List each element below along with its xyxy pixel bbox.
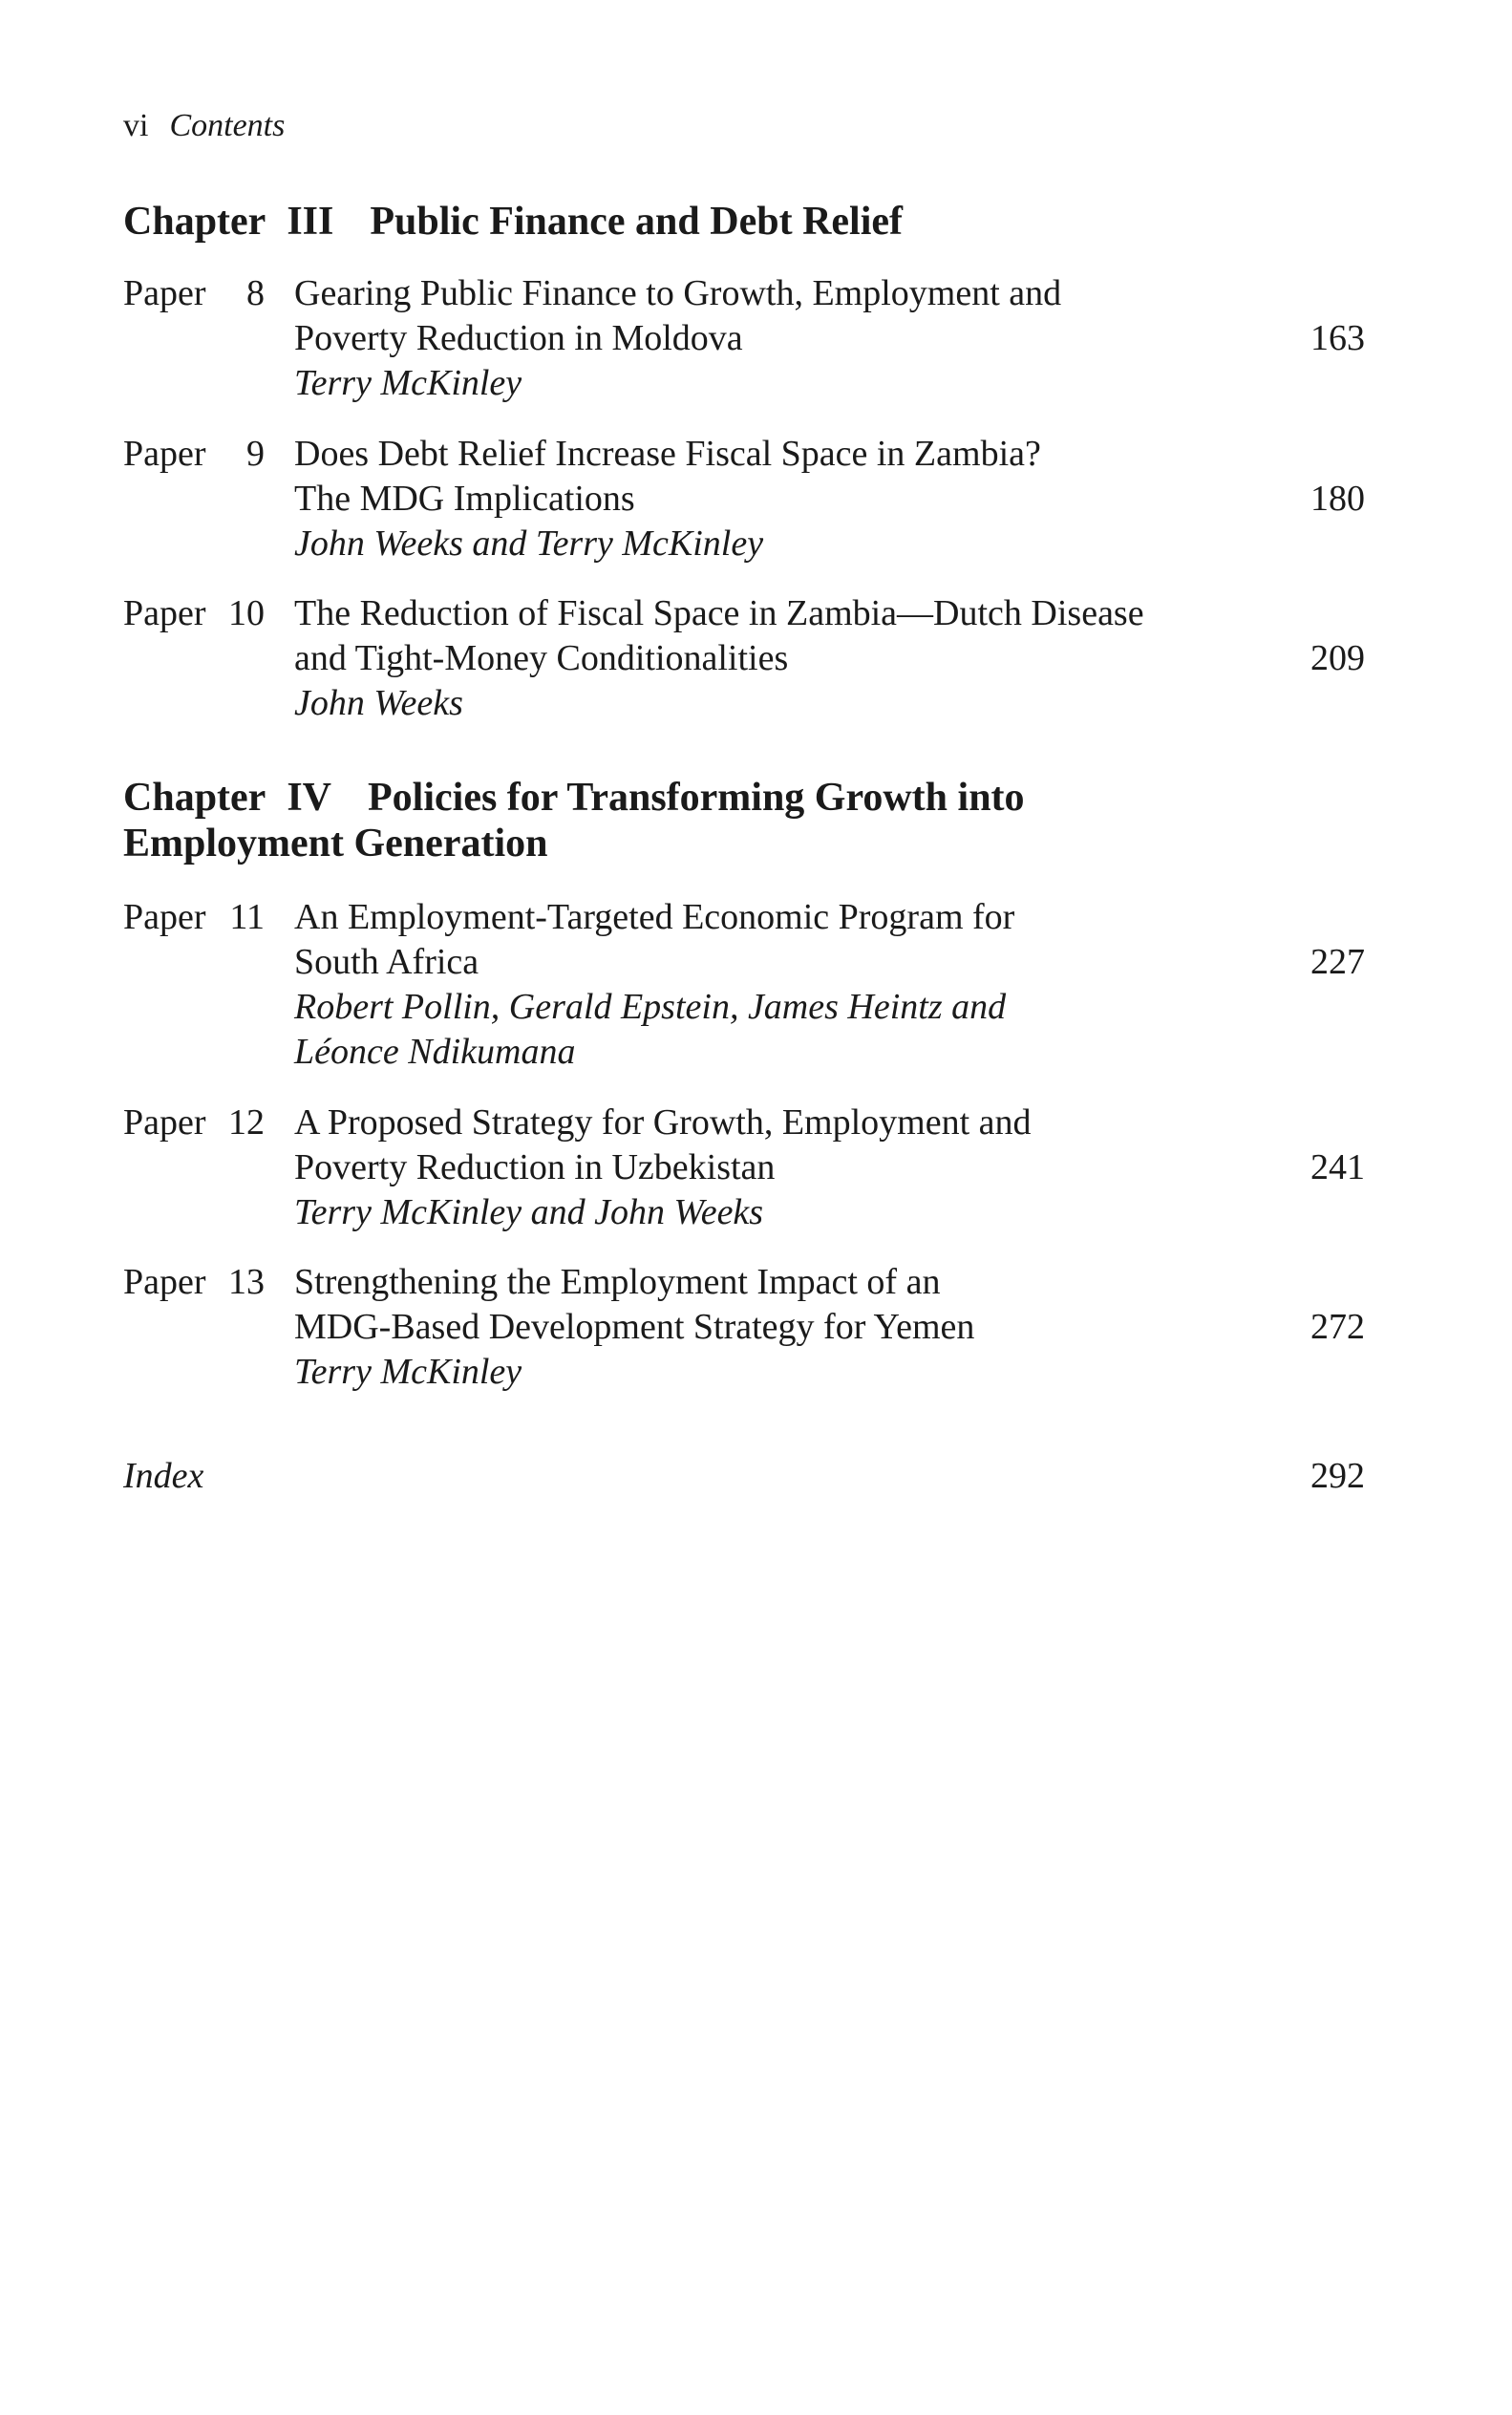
- entry-body: [294, 895, 1249, 1075]
- chapter-heading-iv: [123, 775, 1174, 866]
- paper-label: Paper: [123, 593, 206, 633]
- chapter-heading-iii: [123, 199, 1174, 245]
- paper-label: Paper: [123, 1102, 206, 1143]
- entry-title-line: Does Debt Relief Increase Fiscal Space in Zambia?: [294, 434, 1041, 474]
- entry-page-number: 241: [1310, 1147, 1365, 1187]
- entry-author: Terry McKinley and John Weeks: [294, 1192, 764, 1232]
- paper-number: 10: [228, 593, 265, 633]
- entry-author: Léonce Ndikumana: [294, 1032, 576, 1072]
- entry-author: Robert Pollin, Gerald Epstein, James Heintz and: [294, 987, 1007, 1027]
- chapter-title: Policies for Transforming Growth into: [368, 776, 1025, 820]
- entry-page-number: 272: [1310, 1307, 1365, 1347]
- entry-title-line: Strengthening the Employment Impact of an: [294, 1262, 941, 1302]
- entry-body: [294, 271, 1249, 406]
- running-head: [123, 107, 285, 145]
- toc-entry-index[interactable]: [123, 1454, 1365, 1499]
- index-page-number: 292: [1310, 1456, 1365, 1496]
- entry-title-line: The Reduction of Fiscal Space in Zambia—Dutch Disease: [294, 593, 1144, 633]
- entry-page-number: 180: [1310, 479, 1365, 519]
- entry-author: John Weeks: [294, 683, 463, 723]
- paper-number: 12: [228, 1102, 265, 1143]
- entry-body: [294, 1101, 1249, 1235]
- entry-title-line: Poverty Reduction in Moldova: [294, 318, 743, 358]
- entry-title-line: South Africa: [294, 942, 479, 982]
- chapter-number: III: [287, 200, 334, 244]
- running-head-title: Contents: [169, 108, 286, 143]
- entry-body: [294, 1260, 1249, 1395]
- entry-page-number: 227: [1310, 942, 1365, 982]
- entry-author: Terry McKinley: [294, 363, 522, 403]
- entry-author: John Weeks and Terry McKinley: [294, 524, 764, 564]
- entry-title-line: The MDG Implications: [294, 479, 635, 519]
- paper-label: Paper: [123, 434, 206, 474]
- entry-title-line: A Proposed Strategy for Growth, Employment and: [294, 1102, 1032, 1143]
- chapter-word: Chapter: [123, 776, 266, 820]
- paper-number: 8: [246, 273, 265, 313]
- entry-title-line: and Tight-Money Conditionalities: [294, 638, 789, 678]
- paper-label: Paper: [123, 897, 206, 937]
- index-label: Index: [123, 1456, 204, 1496]
- entry-author: Terry McKinley: [294, 1352, 522, 1392]
- entry-title-line: Gearing Public Finance to Growth, Employment and: [294, 273, 1062, 313]
- entry-page-number: 209: [1310, 638, 1365, 678]
- entry-title-line: Poverty Reduction in Uzbekistan: [294, 1147, 776, 1187]
- chapter-number: IV: [287, 776, 332, 820]
- paper-number: 11: [229, 897, 265, 937]
- entry-page-number: 163: [1310, 318, 1365, 358]
- entry-body: [294, 432, 1249, 566]
- chapter-word: Chapter: [123, 200, 266, 244]
- page-folio: vi: [123, 108, 149, 143]
- paper-number: 9: [246, 434, 265, 474]
- entry-title-line: An Employment-Targeted Economic Program for: [294, 897, 1015, 937]
- chapter-title-continued: Employment Generation: [123, 822, 548, 866]
- entry-title-line: MDG-Based Development Strategy for Yemen: [294, 1307, 975, 1347]
- entry-body: [294, 591, 1249, 726]
- paper-label: Paper: [123, 1262, 206, 1302]
- paper-number: 13: [228, 1262, 265, 1302]
- chapter-title: Public Finance and Debt Relief: [370, 200, 904, 244]
- paper-label: Paper: [123, 273, 206, 313]
